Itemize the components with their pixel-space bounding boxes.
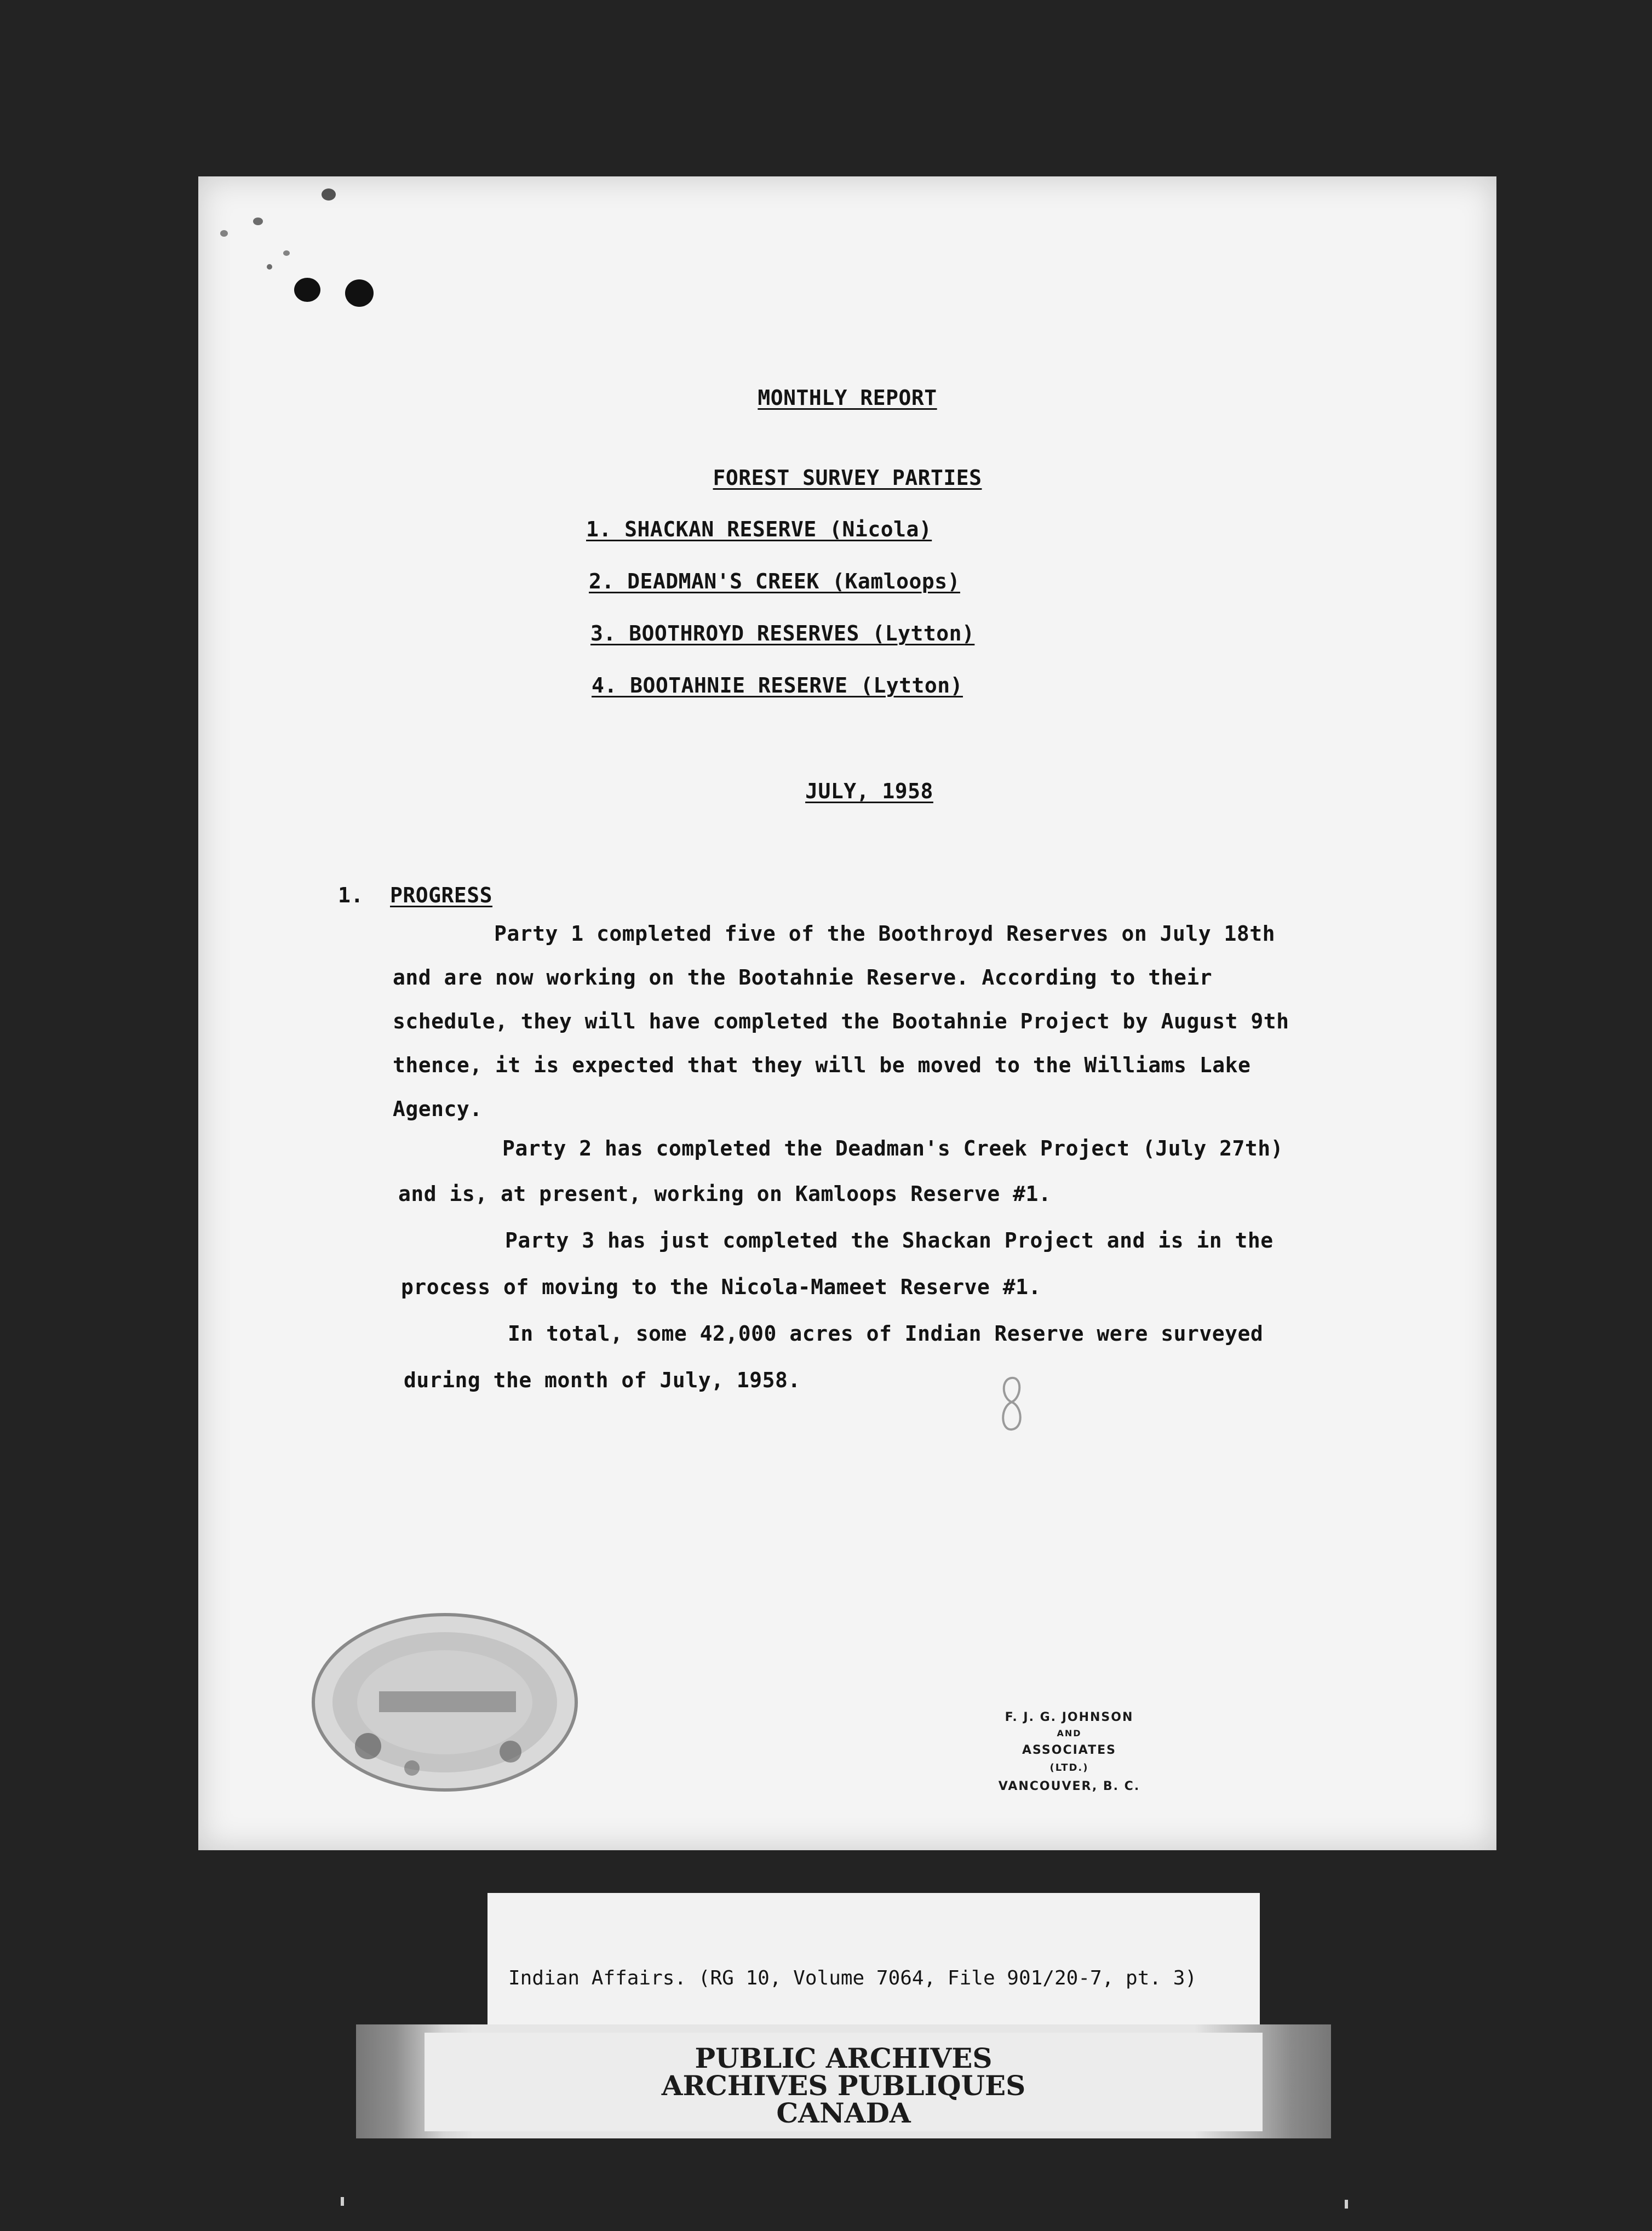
archive-label [425, 2033, 1263, 2131]
received-stamp [302, 1604, 587, 1801]
party-item-1: 1. SHACKAN RESERVE (Nicola) [586, 517, 932, 541]
signature-name: F. J. G. JOHNSON [1005, 1711, 1134, 1724]
ink-blot [283, 250, 290, 256]
party-item-3: 3. BOOTHROYD RESERVES (Lytton) [590, 621, 975, 645]
ink-blot [294, 278, 320, 302]
film-speck [341, 2197, 344, 2206]
ink-blot [322, 188, 336, 201]
ink-blot [220, 230, 228, 237]
report-title: MONTHLY REPORT [758, 386, 937, 410]
report-date: JULY, 1958 [805, 779, 933, 803]
party-item-4: 4. BOOTAHNIE RESERVE (Lytton) [592, 673, 963, 697]
body-line: process of moving to the Nicola-Mameet Reserve #1. [401, 1275, 1041, 1299]
document-page [198, 176, 1496, 1850]
archive-line-2: ARCHIVES PUBLIQUES [661, 2069, 1026, 2102]
body-line: Party 1 completed five of the Boothroyd Reserves on July 18th [494, 922, 1276, 946]
signature-city: VANCOUVER, B. C. [998, 1780, 1140, 1793]
reference-label [487, 1893, 1260, 2024]
signature-ltd: (LTD.) [1049, 1762, 1089, 1774]
body-line: schedule, they will have completed the Bootahnie Project by August 9th [393, 1009, 1289, 1033]
film-speck [1345, 2200, 1348, 2209]
ink-blot [345, 279, 374, 307]
body-line: Agency. [393, 1097, 483, 1121]
section-number: 1. [338, 883, 364, 907]
archive-band [356, 2024, 1331, 2138]
ink-blot [267, 264, 272, 270]
body-line: Party 2 has completed the Deadman's Creek Project (July 27th) [502, 1136, 1284, 1160]
ink-blot [253, 218, 263, 225]
body-line: and are now working on the Bootahnie Reserve. According to their [393, 965, 1213, 989]
signature-and: AND [1057, 1728, 1082, 1738]
body-line: In total, some 42,000 acres of Indian Reserve were surveyed [508, 1322, 1264, 1346]
body-line: during the month of July, 1958. [404, 1368, 801, 1392]
handwritten-mark [995, 1374, 1028, 1434]
body-line: and is, at present, working on Kamloops Reserve #1. [398, 1182, 1052, 1206]
report-subtitle: FOREST SURVEY PARTIES [713, 466, 982, 490]
reference-text: Indian Affairs. (RG 10, Volume 7064, File 901/20-7, pt. 3) [508, 1967, 1197, 1989]
archive-line-3: CANADA [776, 2097, 911, 2129]
section-heading: PROGRESS [390, 883, 493, 907]
body-line: thence, it is expected that they will be moved to the Williams Lake [393, 1053, 1251, 1077]
party-item-2: 2. DEADMAN'S CREEK (Kamloops) [589, 569, 960, 593]
archive-line-1: PUBLIC ARCHIVES [695, 2042, 993, 2074]
signature-associates: ASSOCIATES [1022, 1743, 1116, 1757]
body-line: Party 3 has just completed the Shackan Project and is in the [505, 1228, 1274, 1252]
